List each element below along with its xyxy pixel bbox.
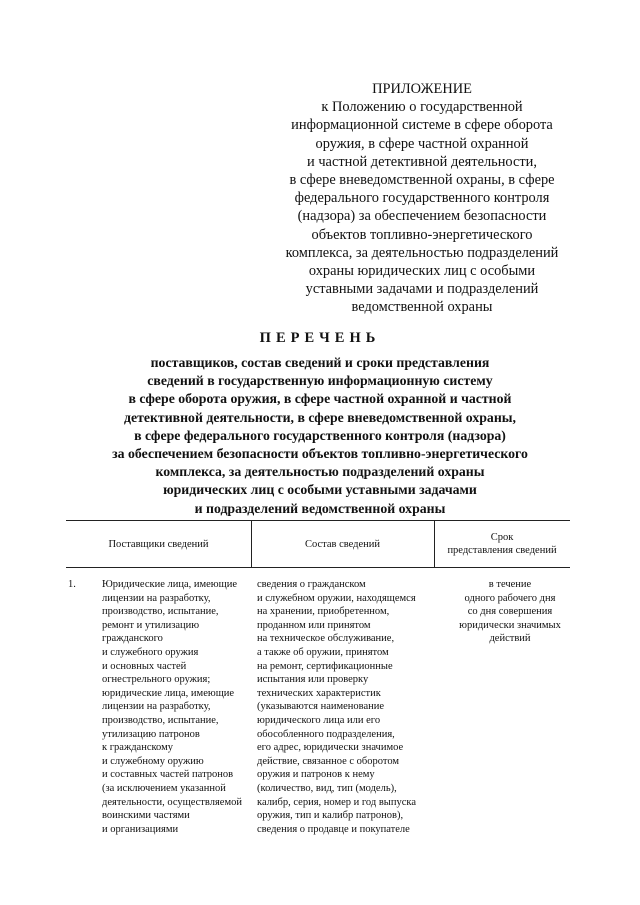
header-content (251, 521, 434, 567)
supplier-line: воинскими частями (102, 810, 190, 822)
content-line: испытания или проверку (257, 674, 369, 686)
supplier-line: производство, испытание, (102, 606, 219, 618)
row-number: 1. (68, 579, 76, 590)
supplier-line: и служебного оружия (102, 646, 199, 658)
header-deadline (434, 521, 570, 567)
content-line: обособленного подразделения, (257, 728, 395, 740)
appendix-line: (надзора) за обеспечением безопасности (297, 208, 547, 225)
subtitle-line: за обеспечением безопасности объектов топливно-энергетического (112, 446, 528, 462)
appendix-line: в сфере вневедомственной охраны, в сфере (289, 172, 555, 189)
supplier-line: лицензии на разработку, (102, 592, 211, 604)
content-line: его адрес, юридически значимое (257, 742, 404, 754)
supplier-line: к гражданскому (102, 742, 173, 754)
supplier-line: гражданского (102, 633, 163, 645)
subtitle-line: сведений в государственную информационную систему (147, 373, 493, 389)
subtitle-line: комплекса, за деятельностью подразделений охраны (155, 464, 485, 480)
deadline-line: со дня совершения (467, 606, 553, 618)
supplier-line: (за исключением указанной (102, 782, 226, 794)
content-line: калибр, серия, номер и год выпуска (257, 796, 416, 808)
content-line: (указываются наименование (257, 701, 385, 713)
supplier-line: и служебному оружию (102, 755, 204, 767)
appendix-line: к Положению о государственной (321, 99, 523, 116)
supplier-line: производство, испытание, (102, 714, 219, 726)
content-line: на техническое обслуживание, (257, 633, 395, 645)
content-line: сведения о гражданском (257, 579, 366, 590)
content-line: оружия, тип и калибр патронов), (257, 810, 404, 822)
deadline-cell (440, 578, 580, 646)
supplier-line: лицензии на разработку, (102, 701, 211, 713)
appendix-line: комплекса, за деятельностью подразделений (285, 244, 559, 261)
content-line: на ремонт, сертификационные (257, 660, 393, 672)
content-line: оружия и патронов к нему (257, 769, 375, 781)
supplier-line: и основных частей (102, 660, 187, 672)
appendix-block (262, 80, 582, 317)
content-cell (257, 578, 437, 836)
supplier-line: и составных частей патронов (102, 769, 234, 781)
appendix-line: ведомственной охраны (351, 299, 493, 316)
header-suppliers-label: Поставщики сведений (108, 538, 209, 550)
subtitle-line: детективной деятельности, в сфере вневедомственной охраны, (123, 409, 517, 425)
deadline-line: юридически значимых (459, 619, 561, 631)
subtitle-line: в сфере федерального государственного контроля (надзора) (134, 427, 506, 443)
supplier-line: ремонт и утилизацию (102, 619, 200, 631)
header-suppliers (66, 521, 251, 567)
content-line: технических характеристик (257, 687, 381, 699)
content-line: действие, связанное с оборотом (257, 755, 400, 767)
header-deadline-line: представления сведений (447, 545, 557, 556)
subtitle-line: юридических лиц с особыми уставными задачами (163, 482, 477, 498)
content-line: и служебном оружии, находящемся (257, 592, 416, 604)
deadline-line: одного рабочего дня (464, 592, 556, 604)
deadline-line: в течение (488, 579, 532, 590)
supplier-line: деятельности, осуществляемой (102, 796, 242, 808)
appendix-line: и частной детективной деятельности, (307, 153, 537, 170)
document-heading: ПЕРЕЧЕНЬ (259, 330, 381, 346)
content-line: на хранении, приобретенном, (257, 606, 390, 618)
document-subtitle (60, 354, 580, 518)
appendix-line: оружия, в сфере частной охранной (315, 135, 529, 152)
supplier-line: огнестрельного оружия; (102, 674, 211, 686)
supplier-cell (102, 578, 252, 836)
appendix-line: охраны юридических лиц с особыми (308, 263, 536, 280)
subtitle-line: поставщиков, состав сведений и сроки представления (150, 355, 490, 370)
header-content-label: Состав сведений (304, 538, 381, 550)
supplier-line: юридические лица, имеющие (102, 687, 235, 699)
appendix-line: информационной системе в сфере оборота (291, 117, 553, 134)
appendix-title: ПРИЛОЖЕНИЕ (372, 81, 472, 97)
content-line: а также об оружии, принятом (257, 646, 389, 658)
content-line: юридического лица или его (257, 714, 381, 726)
table-header (66, 520, 570, 568)
supplier-line: и организациями (102, 823, 179, 835)
appendix-line: объектов топливно-энергетического (311, 226, 533, 243)
header-deadline-line: Срок (490, 532, 514, 543)
content-line: (количество, вид, тип (модель), (257, 782, 397, 794)
supplier-line: Юридические лица, имеющие (102, 579, 238, 590)
appendix-line: федерального государственного контроля (294, 190, 550, 207)
supplier-line: утилизацию патронов (102, 728, 200, 740)
content-line: проданном или принятом (257, 619, 371, 631)
content-line: сведения о продавце и покупателе (257, 823, 410, 835)
subtitle-line: в сфере оборота оружия, в сфере частной охранной и частной (128, 391, 512, 407)
deadline-line: действий (489, 633, 531, 645)
subtitle-line: и подразделений ведомственной охраны (194, 500, 446, 516)
appendix-line: уставными задачами и подразделений (305, 281, 539, 298)
